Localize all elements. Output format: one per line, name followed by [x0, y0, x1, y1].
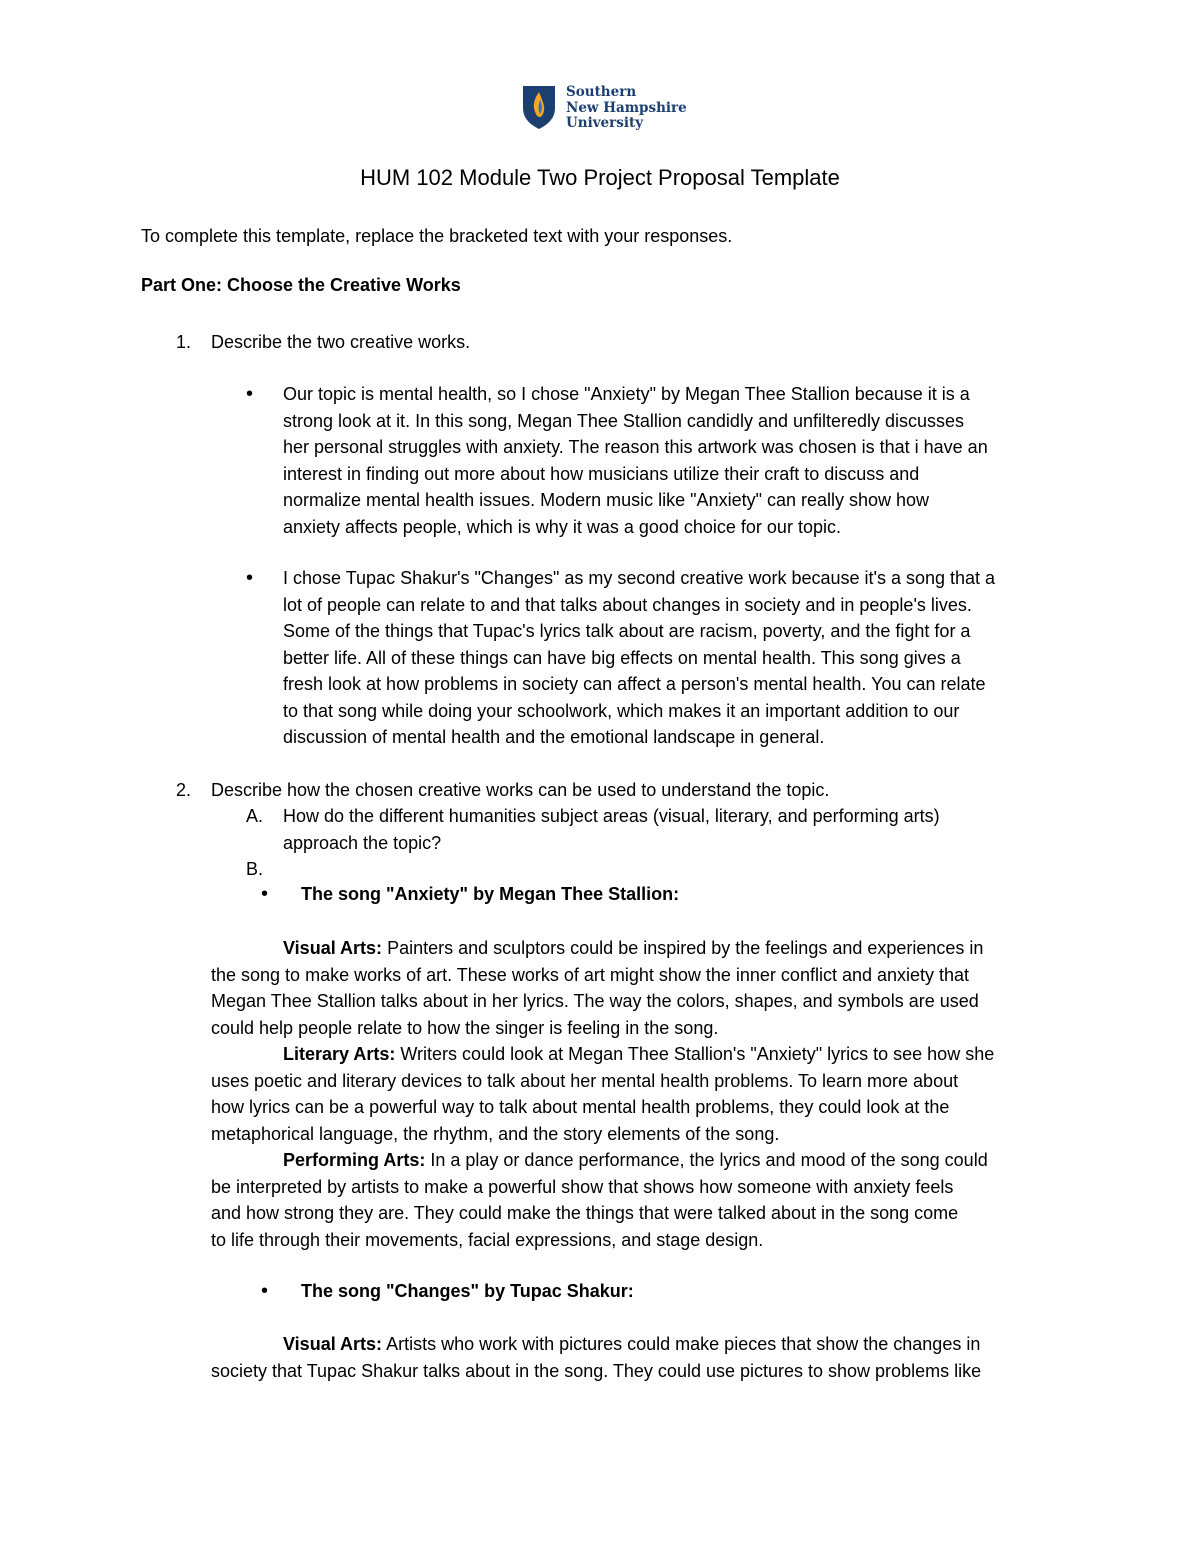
text-line: discussion of mental health and the emotional landscape in general.: [283, 727, 825, 747]
text-span: Artists who work with pictures could make pieces that show the changes in: [386, 1334, 981, 1354]
visual-arts-paragraph: [211, 1331, 981, 1384]
text-span: In a play or dance performance, the lyrics and mood of the song could: [430, 1150, 988, 1170]
snhu-shield-flame-icon: [521, 84, 557, 130]
text-span: Painters and sculptors could be inspired by the feelings and experiences in: [387, 938, 984, 958]
text-line: uses poetic and literary devices to talk about her mental health problems. To learn more about: [211, 1070, 959, 1091]
text-line: be interpreted by artists to make a powerful show that shows how someone with anxiety feels: [211, 1176, 954, 1197]
bullet-dot: •: [261, 883, 269, 905]
logo-wordmark: [566, 85, 687, 132]
text-line: metaphorical language, the rhythm, and the story elements of the song.: [211, 1123, 780, 1144]
text-line: strong look at it. In this song, Megan Thee Stallion candidly and unfilteredly discusses: [283, 410, 965, 431]
performing-arts-label: Performing Arts:: [283, 1150, 426, 1170]
text-line: [211, 1147, 994, 1174]
text-line: better life. All of these things can have big effects on mental health. This song gives a: [283, 647, 961, 668]
visual-arts-label: Visual Arts:: [283, 938, 383, 958]
section-heading: Part One: Choose the Creative Works: [141, 275, 461, 295]
university-logo: [521, 84, 686, 132]
bullet-dot: •: [261, 1280, 269, 1302]
text-line: [211, 935, 994, 962]
sub-item-marker: A.: [246, 806, 264, 826]
list-number: 2.: [176, 780, 192, 800]
bullet-dot: •: [246, 567, 254, 589]
sub-item-a-text: [283, 803, 940, 856]
song-heading-changes: The song "Changes" by Tupac Shakur:: [301, 1281, 634, 1301]
visual-arts-paragraph: [211, 935, 994, 1253]
text-line: her personal struggles with anxiety. The reason this artwork was chosen is that i have an: [283, 437, 988, 457]
literary-arts-label: Literary Arts:: [283, 1044, 396, 1064]
text-line: the song to make works of art. These works of art might show the inner conflict and anxiety that: [211, 964, 970, 985]
text-span: Writers could look at Megan Thee Stallion's "Anxiety" lyrics to see how she: [400, 1044, 995, 1064]
text-line: interest in finding out more about how musicians utilize their craft to discuss and: [283, 463, 920, 484]
text-line: fresh look at how problems in society can affect a person's mental health. You can relate: [283, 674, 986, 694]
text-line: How do the different humanities subject areas (visual, literary, and performing arts): [283, 806, 940, 826]
instructions-text: To complete this template, replace the bracketed text with your responses.: [141, 226, 733, 246]
bullet-paragraph-changes: [283, 565, 995, 751]
text-line: to life through their movements, facial expressions, and stage design.: [211, 1229, 764, 1250]
text-line: society that Tupac Shakur talks about in the song. They could use pictures to show problems like: [211, 1360, 982, 1381]
text-line: I chose Tupac Shakur's "Changes" as my second creative work because it's a song that a: [283, 568, 996, 588]
text-line: and how strong they are. They could make the things that were talked about in the song come: [211, 1203, 959, 1223]
text-line: normalize mental health issues. Modern music like "Anxiety" can really show how: [283, 490, 930, 510]
logo-line-2: New Hampshire: [566, 99, 687, 116]
text-line: Megan Thee Stallion talks about in her lyrics. The way the colors, shapes, and symbols are used: [211, 991, 979, 1011]
text-line: Some of the things that Tupac's lyrics talk about are racism, poverty, and the fight for a: [283, 621, 971, 641]
sub-item-marker: B.: [246, 859, 264, 879]
text-line: [211, 1041, 994, 1068]
question-1-text: Describe the two creative works.: [211, 332, 471, 352]
text-line: could help people relate to how the singer is feeling in the song.: [211, 1017, 719, 1038]
list-number: 1.: [176, 332, 192, 352]
text-line: lot of people can relate to and that talks about changes in society and in people's lives.: [283, 594, 972, 615]
visual-arts-label: Visual Arts:: [283, 1334, 383, 1354]
question-2-text: Describe how the chosen creative works can be used to understand the topic.: [211, 780, 830, 800]
text-line: Our topic is mental health, so I chose "Anxiety" by Megan Thee Stallion because it is a: [283, 384, 970, 404]
text-line: anxiety affects people, which is why it was a good choice for our topic.: [283, 516, 841, 537]
page-title: HUM 102 Module Two Project Proposal Template: [360, 165, 840, 190]
bullet-paragraph-anxiety: [283, 381, 988, 540]
text-line: [211, 1331, 981, 1358]
text-line: approach the topic?: [283, 832, 442, 853]
text-line: how lyrics can be a powerful way to talk about mental health problems, they could look at the: [211, 1097, 950, 1117]
logo-line-3: University: [566, 115, 644, 131]
text-line: to that song while doing your schoolwork, which makes it an important addition to our: [283, 700, 960, 721]
song-heading-anxiety: The song "Anxiety" by Megan Thee Stallion:: [301, 884, 680, 904]
bullet-dot: •: [246, 383, 254, 405]
logo-line-1: Southern: [566, 84, 637, 100]
